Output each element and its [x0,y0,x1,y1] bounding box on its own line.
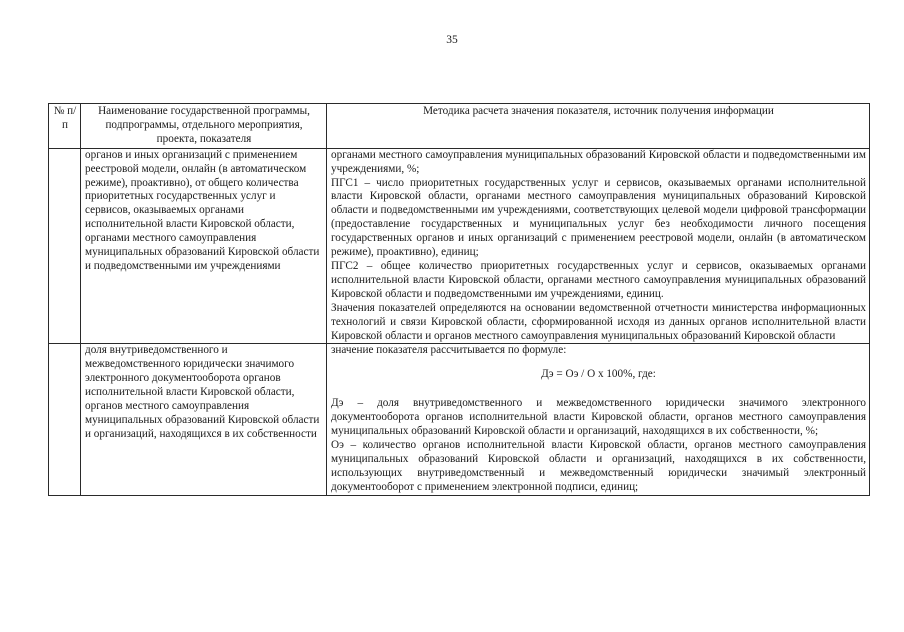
method-cell [327,344,870,495]
method-paragraph: Оэ – количество органов исполнительной власти Кировской области, органов местного самоуправления муниципальных образований Кировской области и организаций, находящихся в их собственности, использующих внутриведомственный и межведомственный юридически значимый электронный документооборот с применением электронной подписи, единиц; [331,438,866,493]
method-paragraph: Дэ – доля внутриведомственного и межведомственного юридически значимого электронного документооборота органов исполнительной власти Кировской области, органов местного самоуправления муниципальных образований Кировской области и организаций, находящихся в их собственности, %; [331,397,866,438]
page-number: 35 [446,34,458,46]
header-num: № п/п [49,104,81,149]
method-paragraph: Значения показателей определяются на основании ведомственной отчетности министерства информационных технологий и связи Кировской области, сформированной исходя из данных органов исполнительной власти Кировской области и органов местного самоуправления муниципальных образований Кировской области [331,301,866,342]
method-paragraph: органами местного самоуправления муниципальных образований Кировской области и подведомственными им учреждениями, %; [331,148,866,175]
formula: Дэ = Оэ / О х 100%, где: [541,368,656,381]
table-header-row [49,104,870,149]
table-row [49,148,870,344]
header-name: Наименование государственной программы, подпрограммы, отдельного мероприятия, проекта, показателя [81,104,327,149]
method-paragraph: ПГС2 – общее количество приоритетных государственных услуг и сервисов, оказываемых органами исполнительной власти Кировской области, органами местного самоуправления муниципальных образований Кировской области и подведомственными им учреждениями, единиц. [331,259,866,300]
header-method: Методика расчета значения показателя, источник получения информации [327,104,870,149]
row-num [49,344,81,495]
method-intro: значение показателя рассчитывается по формуле: [331,344,567,357]
method-paragraph: ПГС1 – число приоритетных государственных услуг и сервисов, оказываемых органами исполнительной власти Кировской области, органами местного самоуправления муниципальных образований Кировской области и подведомственными им учреждениями, соответствующих целевой модели цифровой трансформации (предоставление государственных и муниципальных услуг без необходимости личного посещения государственных органов и иных организаций с применением реестровой модели, онлайн (в автоматическом режиме), проактивно), единиц; [331,176,866,259]
indicator-name: доля внутриведомственного и межведомственного юридически значимого электронного документооборота органов исполнительной власти Кировской области, органов местного самоуправления муниципальных образований Кировской области и организаций, находящихся в их собственности [81,344,327,495]
method-cell [327,148,870,344]
row-num [49,148,81,344]
table-row [49,344,870,495]
methodology-table [48,103,870,496]
indicator-name: органов и иных организаций с применением реестровой модели, онлайн (в автоматическом режиме), проактивно), от общего количества приоритетных государственных услуг и сервисов, оказываемых органами исполнительной власти Кировской области, органами местного самоуправления муниципальных образований Кировской области и подведомственными им учреждениями [81,148,327,344]
